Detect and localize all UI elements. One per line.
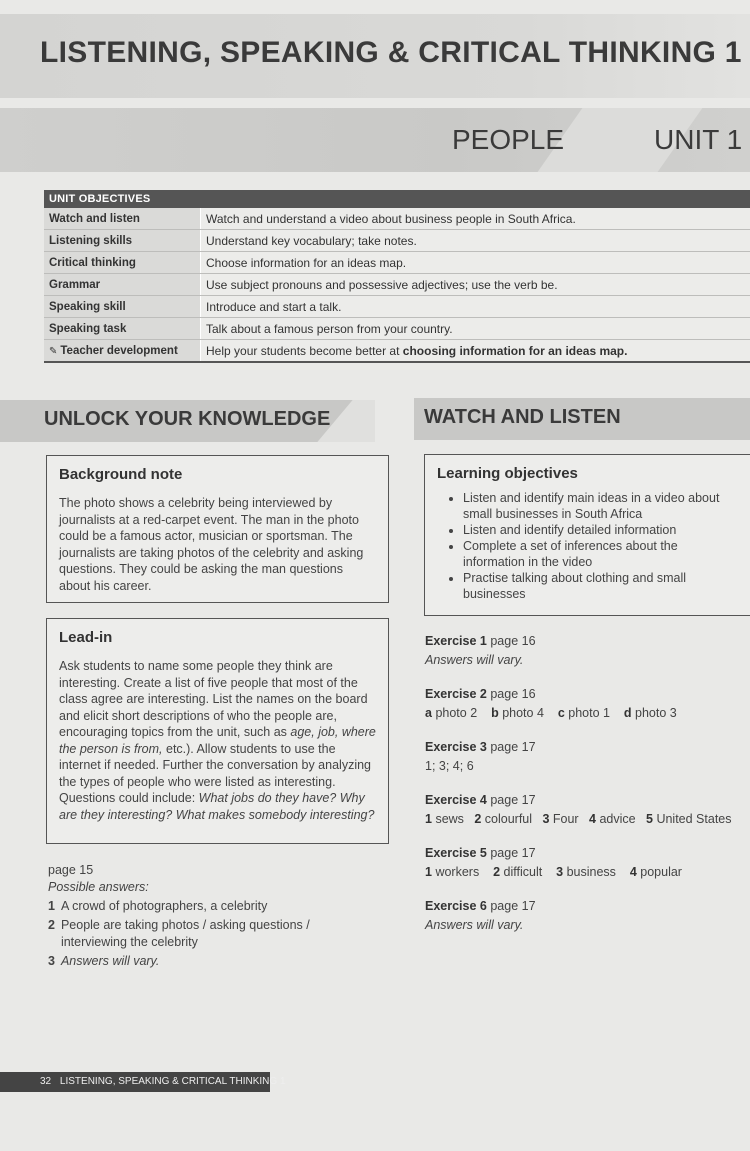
background-note-text: The photo shows a celebrity being interviewed by journalists at a red-carpet event. The man in the photo could be a famous actor, musician or sportsman. The journalists are taking photos of the celebrity and asking questions. They could be asking the man questions about his career. bbox=[59, 496, 364, 593]
list-item: • Listen and identify main ideas in a video about small businesses in South Africa bbox=[463, 490, 738, 522]
answer-value: difficult bbox=[503, 865, 543, 879]
learning-objectives-box bbox=[424, 454, 750, 616]
answer-key: 4 bbox=[629, 865, 637, 879]
exercise-answer: Answers will vary. bbox=[425, 918, 524, 932]
row-value: Understand key vocabulary; take notes. bbox=[201, 230, 750, 252]
exercise-answer: 1; 3; 4; 6 bbox=[425, 759, 474, 773]
answer-value: photo 1 bbox=[568, 706, 610, 720]
exercise-page: page 16 bbox=[490, 687, 536, 701]
row-value: Use subject pronouns and possessive adjectives; use the verb be. bbox=[201, 274, 750, 296]
answer-key: 1 bbox=[425, 812, 432, 826]
exercise-name: Exercise 2 bbox=[425, 687, 487, 701]
list-item: • Practise talking about clothing and small businesses bbox=[463, 570, 738, 602]
answer-value: business bbox=[566, 865, 616, 879]
footer-text: LISTENING, SPEAKING & CRITICAL THINKING 1 bbox=[59, 1076, 286, 1087]
answer-value: sews bbox=[435, 812, 464, 826]
row-label: Listening skills bbox=[44, 230, 201, 252]
exercise-page: page 17 bbox=[490, 740, 536, 754]
unit-objectives-table bbox=[44, 190, 750, 363]
row-value-bold: choosing information for an ideas map. bbox=[402, 343, 628, 358]
page-number: 32 bbox=[40, 1076, 52, 1087]
exercise-5 bbox=[425, 844, 682, 882]
table-row bbox=[44, 296, 750, 318]
row-label: Speaking task bbox=[44, 318, 201, 340]
row-label bbox=[44, 340, 201, 363]
answer-number: 2 bbox=[48, 918, 55, 932]
lead-in-title: Lead-in bbox=[59, 629, 113, 646]
answer-key: b bbox=[491, 706, 499, 720]
exercise-page: page 17 bbox=[490, 846, 536, 860]
title-band bbox=[0, 14, 750, 98]
unlock-heading-band bbox=[0, 400, 375, 442]
answer-value: photo 2 bbox=[435, 706, 478, 720]
exercise-name: Exercise 4 bbox=[425, 793, 487, 807]
answer-value: popular bbox=[640, 865, 682, 879]
learning-objectives-list bbox=[437, 490, 738, 602]
background-note-box bbox=[46, 455, 389, 603]
table-row bbox=[44, 340, 750, 363]
table-row bbox=[44, 252, 750, 274]
lead-in-box bbox=[46, 618, 389, 844]
row-label: Watch and listen bbox=[44, 208, 201, 230]
answer-text: Answers will vary. bbox=[60, 954, 160, 968]
exercise-answer: Answers will vary. bbox=[425, 653, 524, 667]
page-footer bbox=[0, 1072, 286, 1092]
row-value: Watch and understand a video about business people in South Africa. bbox=[201, 208, 750, 230]
list-item bbox=[48, 917, 378, 951]
row-label-text: Teacher development bbox=[60, 344, 178, 357]
row-value bbox=[201, 340, 750, 363]
answer-value: workers bbox=[435, 865, 480, 879]
row-label: Grammar bbox=[44, 274, 201, 296]
exercise-page: page 16 bbox=[490, 634, 536, 648]
unit-topic: PEOPLE bbox=[452, 124, 565, 155]
table-row bbox=[44, 208, 750, 230]
exercise-name: Exercise 6 bbox=[425, 899, 487, 913]
answer-value: advice bbox=[599, 812, 636, 826]
answer-key: d bbox=[623, 706, 632, 720]
row-label: Critical thinking bbox=[44, 252, 201, 274]
exercise-2 bbox=[425, 685, 677, 723]
row-value: Introduce and start a talk. bbox=[201, 296, 750, 318]
list-item: • Listen and identify detailed information bbox=[463, 522, 738, 538]
row-value: Talk about a famous person from your country. bbox=[201, 318, 750, 340]
unit-band bbox=[0, 108, 750, 172]
exercise-1 bbox=[425, 632, 536, 670]
answer-key: c bbox=[557, 706, 565, 720]
pencil-icon: ✎ bbox=[49, 345, 58, 357]
exercise-name: Exercise 5 bbox=[425, 846, 487, 860]
answer-key: 2 bbox=[493, 865, 501, 879]
answer-value: Four bbox=[552, 812, 579, 826]
unit-number: UNIT 1 bbox=[654, 124, 743, 155]
lead-in-text bbox=[59, 658, 376, 823]
answer-value: United States bbox=[656, 812, 732, 826]
lead-in-italic-1: age, job, where the person is from, bbox=[59, 725, 376, 756]
exercise-page: page 17 bbox=[490, 793, 536, 807]
exercise-answer bbox=[425, 704, 677, 723]
answer-key: 3 bbox=[556, 865, 564, 879]
table-row bbox=[44, 318, 750, 340]
exercise-name: Exercise 1 bbox=[425, 634, 487, 648]
answer-text: People are taking photos / asking questions / interviewing the celebrity bbox=[60, 918, 310, 949]
exercise-6 bbox=[425, 897, 536, 935]
answer-key: 5 bbox=[646, 812, 653, 826]
answers-possible: Possible answers: bbox=[48, 880, 149, 894]
exercise-name: Exercise 3 bbox=[425, 740, 487, 754]
answer-number: 3 bbox=[48, 954, 55, 968]
table-row bbox=[44, 230, 750, 252]
lead-in-text-1: Ask students to name some people they think are interesting. Create a list of five people that most of the class agree are interesting. List the names on the board and elicit short descriptions of who the people are, encouraging topics from the unit, such as bbox=[59, 659, 368, 739]
row-value: Choose information for an ideas map. bbox=[201, 252, 750, 274]
lead-in-text-2: etc.). Allow students to use the internet if needed. Further the conversation by analyzing the types of people who were listed as interesting. Questions could include: bbox=[59, 741, 371, 805]
row-value-text: Help your students become better at bbox=[206, 343, 403, 358]
answer-key: 1 bbox=[425, 865, 432, 879]
exercise-4 bbox=[425, 791, 732, 829]
answers-page: page 15 bbox=[48, 863, 94, 877]
answer-key: a bbox=[425, 706, 432, 720]
list-item bbox=[48, 953, 378, 970]
exercise-answer bbox=[425, 810, 732, 829]
answer-text: A crowd of photographers, a celebrity bbox=[60, 899, 268, 913]
answer-number: 1 bbox=[48, 899, 55, 913]
table-row bbox=[44, 274, 750, 296]
lead-in-italic-2: What jobs do they have? Why are they interesting? What makes somebody interesting? bbox=[59, 791, 375, 822]
page-title: LISTENING, SPEAKING & CRITICAL THINKING 1 bbox=[40, 36, 742, 69]
answer-value: photo 4 bbox=[502, 706, 544, 720]
answer-value: colourful bbox=[484, 812, 533, 826]
list-item bbox=[48, 898, 378, 915]
answer-value: photo 3 bbox=[635, 706, 677, 720]
watch-heading: WATCH AND LISTEN bbox=[424, 406, 621, 428]
answer-key: 2 bbox=[474, 812, 482, 826]
exercise-answer bbox=[425, 863, 682, 882]
exercise-3 bbox=[425, 738, 536, 776]
watch-heading-band bbox=[414, 398, 750, 440]
answer-key: 4 bbox=[589, 812, 596, 826]
page-15-answers bbox=[48, 862, 378, 970]
learning-objectives-title: Learning objectives bbox=[437, 465, 578, 482]
answer-key: 3 bbox=[542, 812, 550, 826]
unlock-heading: UNLOCK YOUR KNOWLEDGE bbox=[44, 408, 331, 430]
objectives-heading: UNIT OBJECTIVES bbox=[44, 190, 750, 208]
list-item: • Complete a set of inferences about the information in the video bbox=[463, 538, 738, 570]
exercise-page: page 17 bbox=[490, 899, 536, 913]
background-note-title: Background note bbox=[59, 466, 183, 483]
row-label: Speaking skill bbox=[44, 296, 201, 318]
